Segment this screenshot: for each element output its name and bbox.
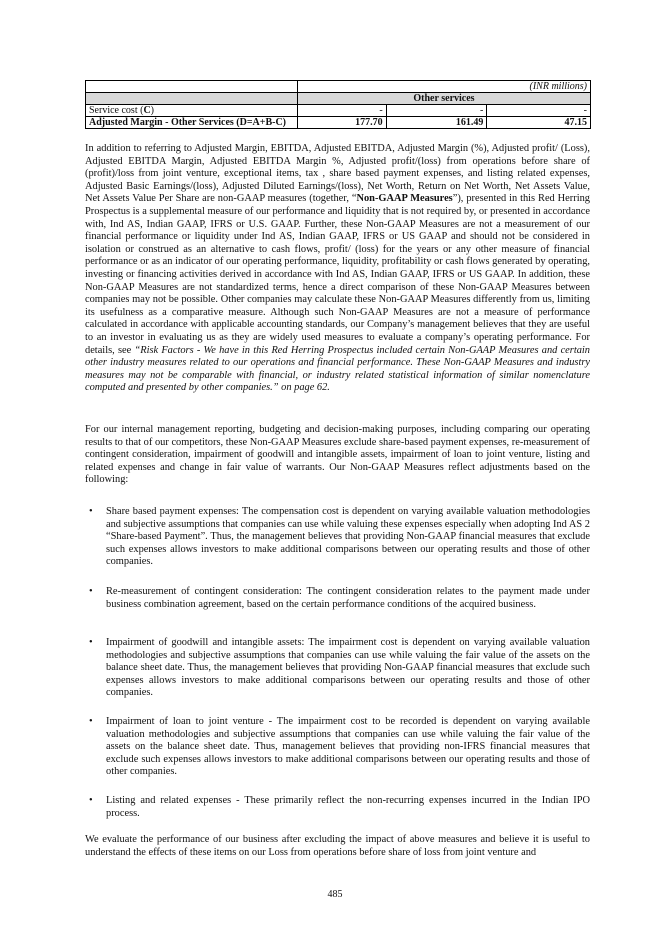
list-item-text: Impairment of goodwill and intangible assets: The impairment cost is dependent on varying available valuation methodologies and subjective assumptions that companies can use while valuing the fair value of the assets on the balance sheet date. Thus, the management believes that providing Non-GAAP financial measures that exclude such expenses allows investors to make additional comparisons between our operating results and those of other companies. [106,637,590,699]
list-item [85,586,590,611]
table-blank-cell [86,93,298,105]
table-row [86,105,591,117]
bullet-icon: • [89,716,93,727]
paragraph-text: In addition to referring to Adjusted Margin, EBITDA, Adjusted EBITDA, Adjusted Margin (%), Adjusted profit/ (Loss), Adjusted EBITDA Margin, Adjusted EBITDA Margin %, Adjusted profit/(loss) from operations before share of (profit)/loss from joint venture, exceptional items, tax , share based payment expenses, and listing related expenses, Adjusted Basic Earnings/(loss), Adjusted Diluted Earnings/(loss), Net Worth, Return on Net Worth, Net Assets Value, Net Assets Value Per Share are non-GAAP measures (together, “ [85,143,590,205]
cell-value: 47.15 [487,117,591,129]
list-item-text: Share based payment expenses: The compensation cost is dependent on varying available valuation methodologies and subjective assumptions that companies can use while valuing these expenses especially when adopting Ind AS 2 “Share-based Payment”. Thus, the management believes that providing Non-GAAP financial measures that exclude such expenses allows investors to make additional comparisons between our operating results and those of other companies. [106,506,590,568]
table-blank-cell [86,81,298,93]
risk-factor-reference: “Risk Factors - We have in this Red Herring Prospectus included certain Non-GAAP Measures and certain other industry measures related to our operations and financial performance. These Non-GAAP Measures and industry measures may not be comparable with financial, or industry related statistical information of similar nomenclature computed and presented by other companies.” on page 62. [85,344,590,394]
list-item-text: Re-measurement of contingent consideration: The contingent consideration relates to the payment made under business combination agreement, based on the certain performance conditions of the acquired business. [106,586,590,610]
list-item-text: Listing and related expenses - These primarily reflect the non-recurring expenses incurred in the Indian IPO process. [106,795,590,819]
paragraph-internal-reporting [85,424,590,487]
cell-value: - [487,105,591,117]
financial-table [85,80,591,129]
page-number: 485 [327,889,343,900]
list-item [85,716,590,779]
row-label-prefix: Service cost ( [89,105,144,116]
group-header: Other services [297,93,590,105]
list-item [85,795,590,820]
list-item-text: Impairment of loan to joint venture - The impairment cost to be recorded is dependent on varying available valuation methodologies and subjective assumptions that companies can use while valuing the fair value of the assets on the balance sheet date. Thus, management believes that providing non-IFRS financial measures that exclude such expenses allows investors to make additional comparisons between our operating results and those of other companies. [106,716,590,778]
row-label: Adjusted Margin - Other Services (D=A+B-C) [86,117,298,129]
table-unit-row [86,81,591,93]
defined-term: Non-GAAP Measures [356,193,453,205]
paragraph-text: For our internal management reporting, budgeting and decision-making purposes, including comparing our operating results to that of our competitors, these Non-GAAP Measures exclude share-based payment expenses, re-measurement of contingent consideration, impairment of goodwill and intangible assets, impairment of loan to joint venture, listing and related expenses and change in fair value of warrants. Our Non-GAAP Measures reflect adjustments based on the following: [85,424,590,486]
paragraph-evaluation [85,834,590,859]
paragraph-text: We evaluate the performance of our business after excluding the impact of above measures and believe it is useful to understand the effects of these items on our Loss from operations before share of loss from joint venture and [85,834,590,858]
cell-value: - [386,105,487,117]
unit-label: (INR millions) [297,81,590,93]
bullet-icon: • [89,506,93,517]
cell-value: - [297,105,386,117]
row-label-suffix: ) [150,105,155,116]
bullet-icon: • [89,795,93,806]
row-label [86,105,298,117]
list-item [85,637,590,700]
table-header-row [86,93,591,105]
table-row [86,117,591,129]
bullet-icon: • [89,586,93,597]
bullet-icon: • [89,637,93,648]
paragraph-non-gaap-intro [85,143,590,395]
cell-value: 177.70 [297,117,386,129]
paragraph-text: ”), presented in this Red Herring Prospectus is a supplemental measure of our performance and liquidity that is not required by, or presented in accordance with, Ind AS, Indian GAAP, IFRS or U.S. GAAP. Further, these Non-GAAP Measures are not a measurement of our financial performance or liquidity under Ind AS, Indian GAAP, IFRS or US GAAP and should not be considered in isolation or construed as an alternative to cash flows, profit/ (loss) for the years or any other measure of financial performance or as an indicator of our operating performance, liquidity, profitability or cash flows generated by operating, investing or financing activities derived in accordance with Ind AS, Indian GAAP, IFRS or US GAAP. In addition, these Non-GAAP Measures are not standardized terms, hence a direct comparison of these Non-GAAP Measures between companies may not be possible. Other companies may calculate these Non-GAAP Measures differently from us, limiting its usefulness as a comparative measure. Although such Non-GAAP Measures are not a measure of performance calculated in accordance with applicable accounting standards, our Company’s management believes that they are useful to an investor in evaluating us as they are widely used measures to evaluate a company’s operating performance. For details, see [85,193,590,356]
list-item [85,506,590,569]
cell-value: 161.49 [386,117,487,129]
row-label-bold: C [143,105,151,116]
